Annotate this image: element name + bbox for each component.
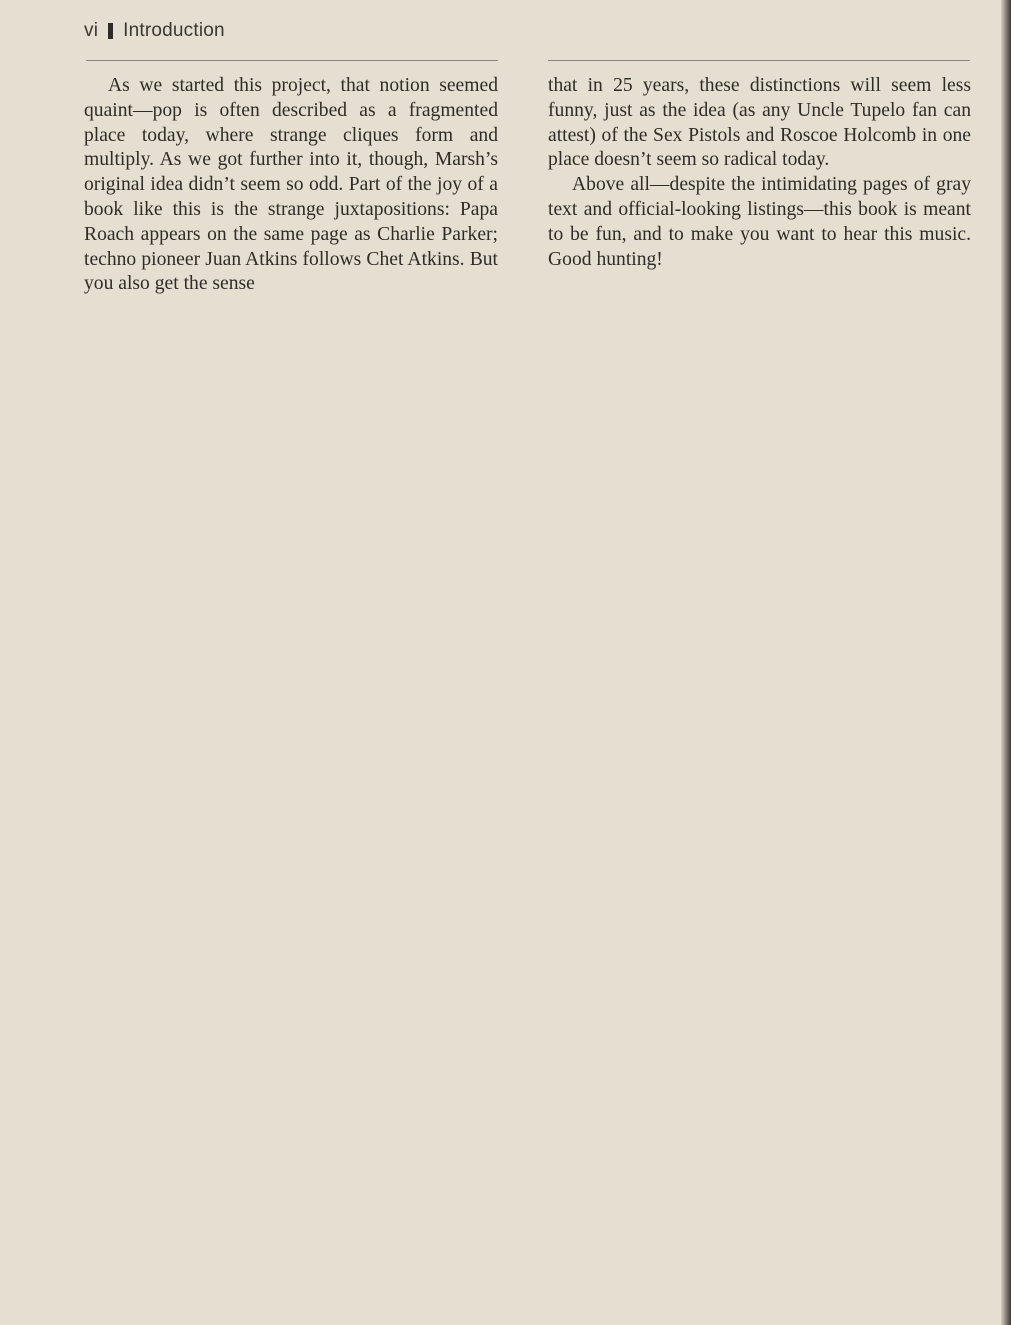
page-number: vi: [84, 20, 99, 41]
paragraph: As we started this project, that notion seemed quaint—pop is often described as a fragmented place today, where strange cliques form and multiply. As we got further into it, though, Marsh’s original idea didn’t seem so odd. Part of the joy of a book like this is the strange juxtapositions: Papa Roach appears on the same page as Charlie Parker; techno pioneer Juan Atkins follows Chet Atkins. But you also get the sense: [84, 75, 498, 295]
left-column-rule: [86, 60, 498, 61]
page-edge-shadow: [1001, 0, 1011, 1325]
header-bar-ornament: [108, 23, 113, 39]
paragraph-continuation: that in 25 years, these distinctions will seem less funny, just as the idea (as any Uncle Tupelo fan can attest) of the Sex Pistols and Roscoe Holcomb in one place doesn’t seem so radical today.: [548, 75, 971, 171]
paragraph: Above all—despite the intimidating pages of gray text and official-looking listings—this book is meant to be fun, and to make you want to hear this music. Good hunting!: [548, 174, 971, 270]
left-text-column: [84, 74, 498, 297]
right-text-column: [548, 74, 971, 272]
section-title: Introduction: [123, 20, 225, 41]
running-head: [84, 18, 225, 44]
right-column-rule: [548, 60, 970, 61]
